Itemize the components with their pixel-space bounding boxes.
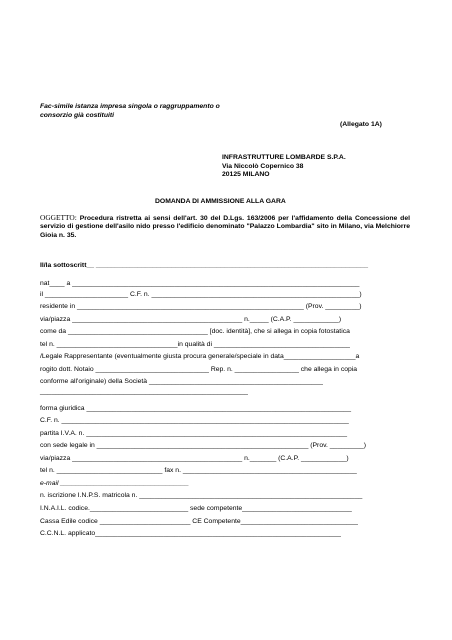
form-line: _______________________________________________________ — [40, 388, 248, 395]
form-line: n. iscrizione I.N.P.S. matricola n. ___________________________________________________________ — [40, 492, 363, 499]
form-line: e-mail __________________________________ — [40, 480, 189, 487]
oggetto-label: OGGETTO: — [40, 213, 80, 222]
allegato-label: (Allegato 1A) — [340, 121, 382, 128]
form-line: nat____ a ____________________________________________________________________________ — [40, 280, 360, 287]
recipient-city: 20125 MILANO — [222, 171, 270, 178]
form-line: rogito dott. Notaio ______________________________ Rep. n. _________________ che allega in copia — [40, 366, 358, 373]
form-line: il ______________________ C.F. n. _______________________________________________________) — [40, 291, 362, 298]
subtitle-line2: consorzio già costituiti — [40, 112, 115, 119]
subtitle-line1: Fac-simile istanza impresa singola o raggruppamento o — [40, 103, 220, 110]
form-line: con sede legale in ________________________________________________________ (Prov. _________) — [40, 442, 367, 449]
form-line: via/piazza _____________________________________________ n._____ (C.A.P. ____________) — [40, 316, 342, 323]
recipient-street: Via Niccolò Copernico 38 — [222, 163, 304, 170]
oggetto-text: Procedura ristretta ai sensi dell'art. 30 del D.Lgs. 163/2006 per l'affidamento della Concessione del servizio di gestione dell'asilo nido presso l'edificio denominato "Palazzo Lombardia" sito in Milano, via Melchiorre Gioia n. 35. — [40, 215, 411, 239]
form-line: tel n. ____________________________ fax n. ______________________________________________ — [40, 467, 357, 474]
form-line: Cassa Edile codice ________________________ CE Competente_______________________________ — [40, 518, 358, 525]
recipient-name: INFRASTRUTTURE LOMBARDE S.P.A. — [222, 154, 346, 161]
form-line: residente in ____________________________________________________________ (Prov. _________) — [40, 303, 362, 310]
form-line: tel n. ________________________________in qualità di ____________________________________ — [40, 341, 350, 348]
form-line: C.C.N.L. applicato_________________________________________________________________ — [40, 530, 341, 537]
form-line: C.F. n. ____________________________________________________________________________ — [40, 417, 349, 424]
form-line: /Legale Rappresentante (eventualmente giusta procura generale/speciale in data___________________a — [40, 353, 360, 360]
page-title: DOMANDA DI AMMISSIONE ALLA GARA — [155, 198, 286, 205]
form-line: I.N.A.I.L. codice.__________________________ sede competente_____________________________ — [40, 505, 352, 512]
form-line: forma giuridica ______________________________________________________________________ — [40, 405, 352, 412]
form-line: via/piazza _____________________________________________ n._______ (C.A.P. ____________) — [40, 455, 349, 462]
form-line: come da _____________________________________ [doc. identità], che si allega in copia fotostatica — [40, 328, 350, 335]
form-line: Il/la sottoscritt__ ________________________________________________________________________ — [40, 262, 369, 269]
form-line: partita I.V.A. n. _____________________________________________________________________ — [40, 430, 348, 437]
oggetto-paragraph — [40, 214, 410, 240]
form-line: conforme all'originale) della Società ______________________________________________ — [40, 378, 323, 385]
